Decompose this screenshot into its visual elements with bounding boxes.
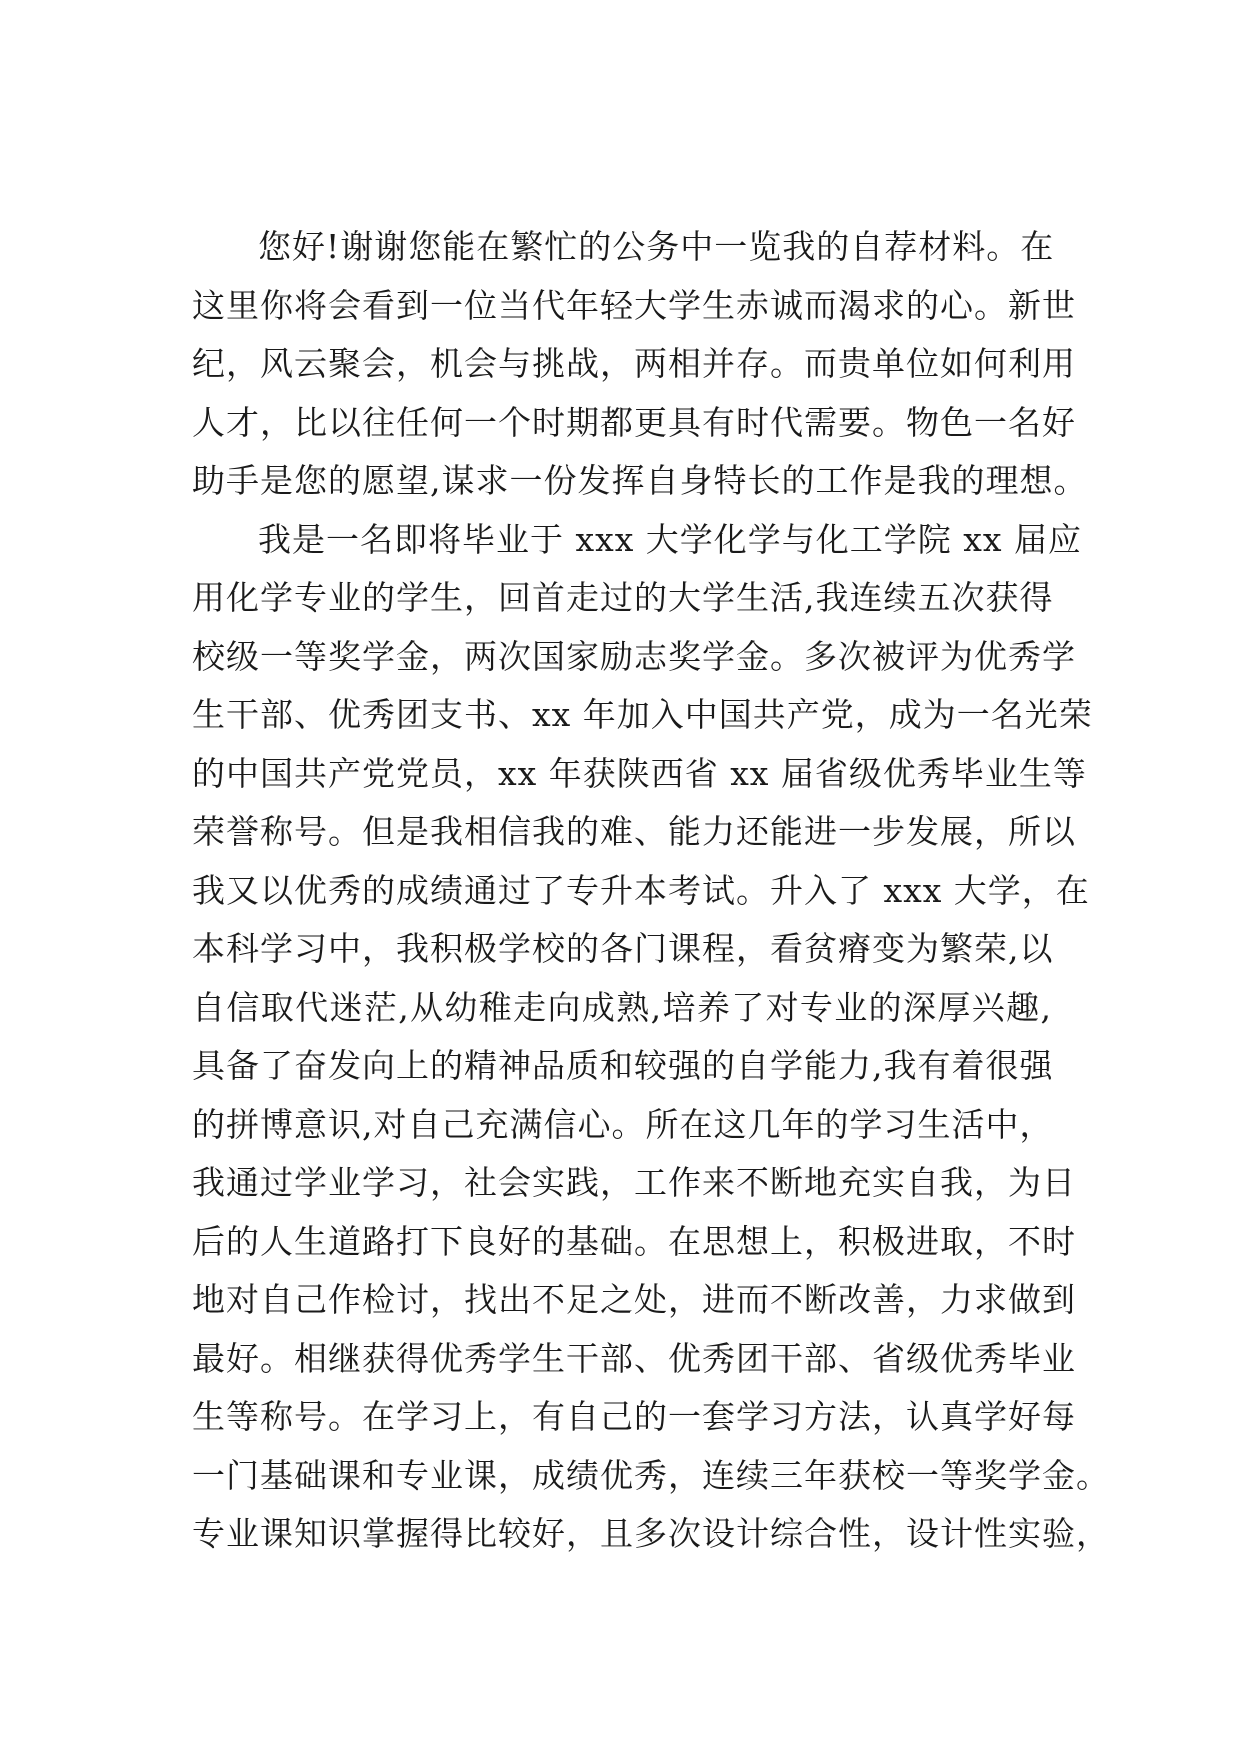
paragraph-2-line-3: 校级一等奖学金，两次国家励志奖学金。多次被评为优秀学 (192, 636, 1076, 676)
paragraph-3-line-7: 专业课知识掌握得比较好，且多次设计综合性，设计性实验， (192, 1514, 1110, 1553)
paragraph-1-line-4: 人才，比以往任何一个时期都更具有时代需要。物色一名好 (192, 402, 1076, 442)
paragraph-1-line-3: 纪，风云聚会，机会与挑战，两相并存。而贵单位如何利用 (192, 344, 1076, 383)
paragraph-3-line-1: 我通过学业学习，社会实践，工作来不断地充实自我，为日 (192, 1163, 1076, 1202)
paragraph-2-line-7: 我又以优秀的成绩通过了专升本考试。升入了 xxx 大学，在 (192, 870, 1090, 910)
paragraph-1-line-1: 您好!谢谢您能在繁忙的公务中一览我的自荐材料。在 (258, 227, 1055, 266)
paragraph-3-line-5: 生等称号。在学习上，有自己的一套学习方法，认真学好每 (192, 1397, 1076, 1436)
paragraph-3-line-2: 后的人生道路打下良好的基础。在思想上，积极进取，不时 (192, 1221, 1076, 1261)
paragraph-2-line-4: 生干部、优秀团支书、xx 年加入中国共产党，成为一名光荣 (192, 695, 1093, 734)
paragraph-2-line-6: 荣誉称号。但是我相信我的难、能力还能进一步发展，所以 (192, 812, 1076, 851)
paragraph-1-line-5: 助手是您的愿望,谋求一份发挥自身特长的工作是我的理想。 (192, 461, 1088, 500)
paragraph-2-line-1: 我是一名即将毕业于 xxx 大学化学与化工学院 xx 届应 (258, 519, 1083, 559)
paragraph-3-line-6: 一门基础课和专业课，成绩优秀，连续三年获校一等奖学金。 (192, 1455, 1110, 1495)
paragraph-3-line-3: 地对自己作检讨，找出不足之处，进而不断改善，力求做到 (192, 1280, 1076, 1319)
paragraph-2-line-10: 具备了奋发向上的精神品质和较强的自学能力,我有着很强 (192, 1046, 1054, 1085)
paragraph-3-line-4: 最好。相继获得优秀学生干部、优秀团干部、省级优秀毕业 (192, 1338, 1076, 1378)
letter-body (192, 218, 1110, 1564)
paragraph-2-line-9: 自信取代迷茫,从幼稚走向成熟,培养了对专业的深厚兴趣, (192, 987, 1052, 1027)
paragraph-2-line-5: 的中国共产党党员，xx 年获陕西省 xx 届省级优秀毕业生等 (192, 753, 1087, 793)
paragraph-2-line-2: 用化学专业的学生，回首走过的大学生活,我连续五次获得 (192, 578, 1054, 617)
paragraph-2-line-11: 的拼博意识,对自己充满信心。所在这几年的学习生活中， (192, 1104, 1054, 1144)
paragraph-2-line-8: 本科学习中，我积极学校的各门课程，看贫瘠变为繁荣,以 (192, 929, 1054, 968)
paragraph-1-line-2: 这里你将会看到一位当代年轻大学生赤诚而渴求的心。新世 (192, 285, 1076, 325)
